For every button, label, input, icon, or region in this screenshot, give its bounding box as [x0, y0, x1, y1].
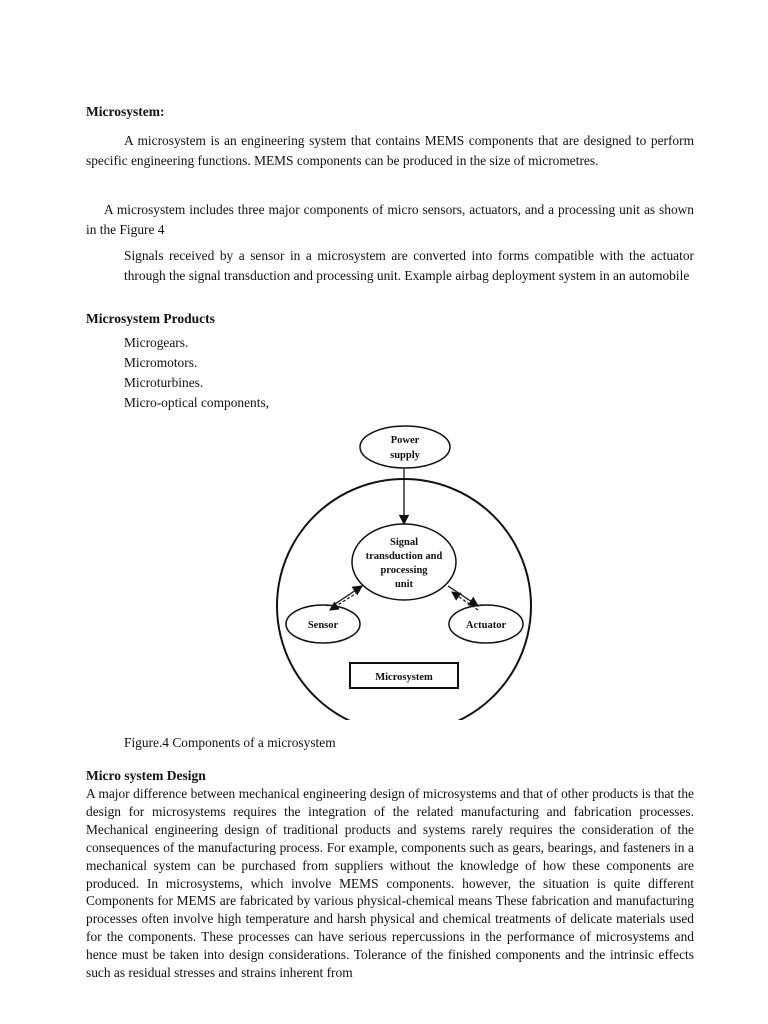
power-supply-label-line2: supply [390, 450, 420, 461]
design-heading: Micro system Design [86, 768, 206, 783]
signal-to-actuator-arrow [448, 586, 478, 606]
microsystem-box-label: Microsystem [375, 672, 433, 683]
signal-conversion-paragraph: Signals received by a sensor in a microsystem are converted into forms compatible with the actuator through the signal transduction and processing unit. Example airbag deployment system in an automobile [124, 248, 694, 283]
power-supply-label-line1: Power [390, 435, 420, 446]
signal-label-line2: transduction and [365, 551, 443, 562]
signal-label-line3: processing [380, 565, 428, 576]
microsystem-heading: Microsystem: [86, 104, 165, 119]
product-item-microgears: Microgears. [124, 335, 189, 350]
power-supply-node [360, 426, 450, 468]
sensor-label: Sensor [307, 620, 339, 631]
microsystem-components-diagram [270, 420, 540, 720]
figure-caption: Figure.4 Components of a microsystem [124, 735, 336, 750]
microsystem-components-paragraph: A microsystem includes three major components of micro sensors, actuators, and a processing unit as shown in the Figure 4 [86, 202, 694, 237]
actuator-label: Actuator [465, 620, 507, 631]
microsystem-definition-paragraph: A microsystem is an engineering system that contains MEMS components that are designed to perform specific engineering functions. MEMS components can be produced in the size of micrometres. [86, 133, 694, 168]
design-body-paragraph: A major difference between mechanical engineering design of microsystems and that of other products is that the design for microsystems requires the integration of the related manufacturing and fabrication processes. Mechanical engineering design of traditional products and systems rarely requires the consideration of the consequences of the manufacturing process. For example, components such as gears, bearings, and fasteners in a mechanical system can be purchased from suppliers without the knowledge of how these components are produced. In microsystems, which involve MEMS components. however, the situation is quite different Components for MEMS are fabricated by various physical-chemical means These fabrication and manufacturing processes often involve high temperature and harsh physical and chemical treatments of delicate materials used for the components. These processes can have serious repercussions in the performance of microsystems and hence must be taken into design considerations. Tolerance of the finished components and the intrinsic effects such as residual stresses and strains inherent from [86, 786, 694, 981]
sensor-to-signal-arrow [332, 586, 362, 606]
product-item-micro-optical: Micro-optical components, [124, 395, 270, 410]
products-heading: Microsystem Products [86, 311, 215, 326]
product-item-micromotors: Micromotors. [124, 355, 198, 370]
signal-label-line4: unit [394, 579, 414, 590]
signal-label-line1: Signal [389, 537, 419, 548]
product-item-microturbines: Microturbines. [124, 375, 204, 390]
